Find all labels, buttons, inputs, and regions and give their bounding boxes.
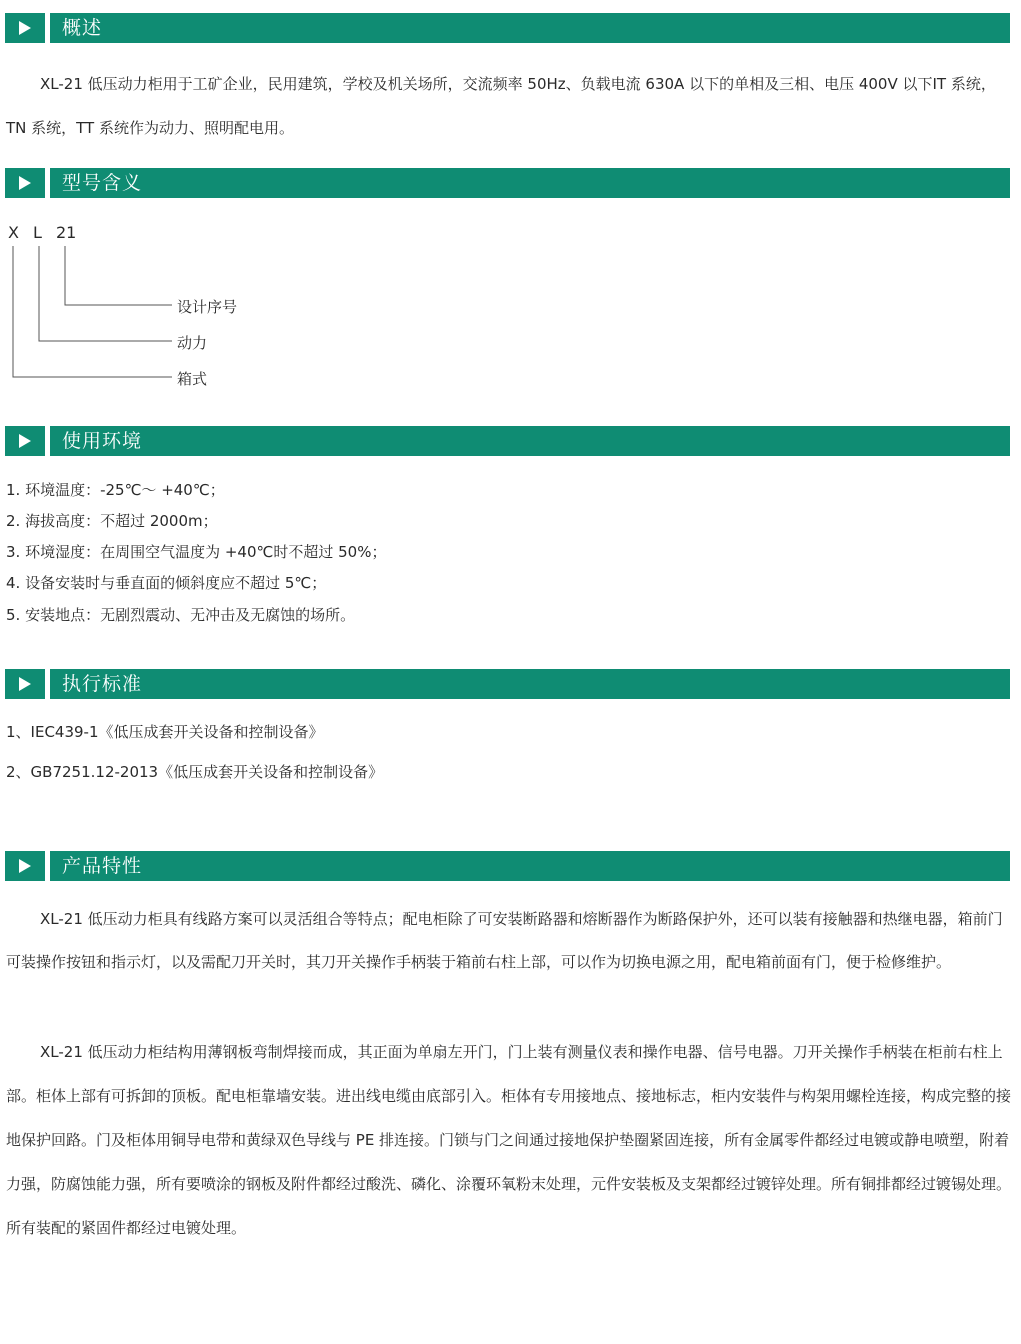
environment-item: 1. 环境温度：-25℃～ +40℃； — [6, 481, 225, 499]
section-header-features — [5, 851, 1010, 881]
section-bar — [50, 669, 1010, 699]
section-title: 产品特性 — [62, 855, 143, 877]
model-number-21: 21 — [56, 223, 77, 242]
play-triangle-icon — [5, 669, 45, 699]
play-triangle-icon — [5, 426, 45, 456]
connector-line-power — [39, 246, 172, 341]
section-bar — [50, 851, 1010, 881]
environment-item: 4. 设备安装时与垂直面的倾斜度应不超过 5℃； — [6, 574, 327, 592]
standard-item: 2、GB7251.12-2013《低压成套开关设备和控制设备》 — [6, 763, 384, 781]
section-bar — [50, 426, 1010, 456]
environment-item: 3. 环境湿度：在周围空气温度为 +40℃时不超过 50%； — [6, 543, 387, 561]
section-title: 概述 — [62, 17, 103, 39]
standard-item: 1、IEC439-1《低压成套开关设备和控制设备》 — [6, 723, 324, 741]
overview-paragraph: XL-21 低压动力柜用于工矿企业，民用建筑，学校及机关场所，交流频率 50Hz、负载电流 630A 以下的单相及三相、电压 400V 以下IT 系统，TN 系统，TT 系统作为动力、照明配电用。 — [6, 75, 996, 137]
section-header-standards — [5, 669, 1010, 699]
model-label-power: 动力 — [177, 334, 208, 352]
section-title: 使用环境 — [62, 430, 143, 452]
section-header-environment — [5, 426, 1010, 456]
model-diagram-lines — [0, 0, 1021, 400]
features-paragraph: XL-21 低压动力柜具有线路方案可以灵活组合等特点；配电柜除了可安装断路器和熔断器作为断路保护外，还可以装有接触器和热继电器，箱前门可装操作按钮和指示灯，以及需配刀开关时，其刀开关操作手柄装于箱前右柱上部，可以作为切换电源之用，配电箱前面有门，便于检修维护。 — [6, 910, 1003, 971]
model-letter-l: L — [33, 223, 42, 242]
model-letter-x: X — [8, 223, 19, 242]
environment-item: 2. 海拔高度：不超过 2000m； — [6, 512, 218, 530]
connector-line-design-number — [65, 246, 172, 305]
section-title: 执行标准 — [62, 673, 143, 695]
model-label-design-number: 设计序号 — [177, 298, 238, 316]
play-triangle-icon — [5, 851, 45, 881]
connector-line-box — [13, 246, 172, 377]
features-paragraph: XL-21 低压动力柜结构用薄钢板弯制焊接而成，其正面为单扇左开门，门上装有测量仪表和操作电器、信号电器。刀开关操作手柄装在柜前右柱上部。柜体上部有可拆卸的顶板。配电柜靠墙安装。进出线电缆由底部引入。柜体有专用接地点、接地标志，柜内安装件与构架用螺栓连接，构成完整的接地保护回路。门及柜体用铜导电带和黄绿双色导线与 PE 排连接。门锁与门之间通过接地保护垫圈紧固连接，所有金属零件都经过电镀或静电喷塑，附着力强，防腐蚀能力强，所有要喷涂的钢板及附件都经过酸洗、磷化、涂覆环氧粉末处理，元件安装板及支架都经过镀锌处理。所有铜排都经过镀锡处理。所有装配的紧固件都经过电镀处理。 — [6, 1043, 1012, 1237]
section-title: 型号含义 — [62, 172, 143, 194]
environment-item: 5. 安装地点：无剧烈震动、无冲击及无腐蚀的场所。 — [6, 606, 356, 624]
model-label-box: 箱式 — [177, 370, 208, 388]
